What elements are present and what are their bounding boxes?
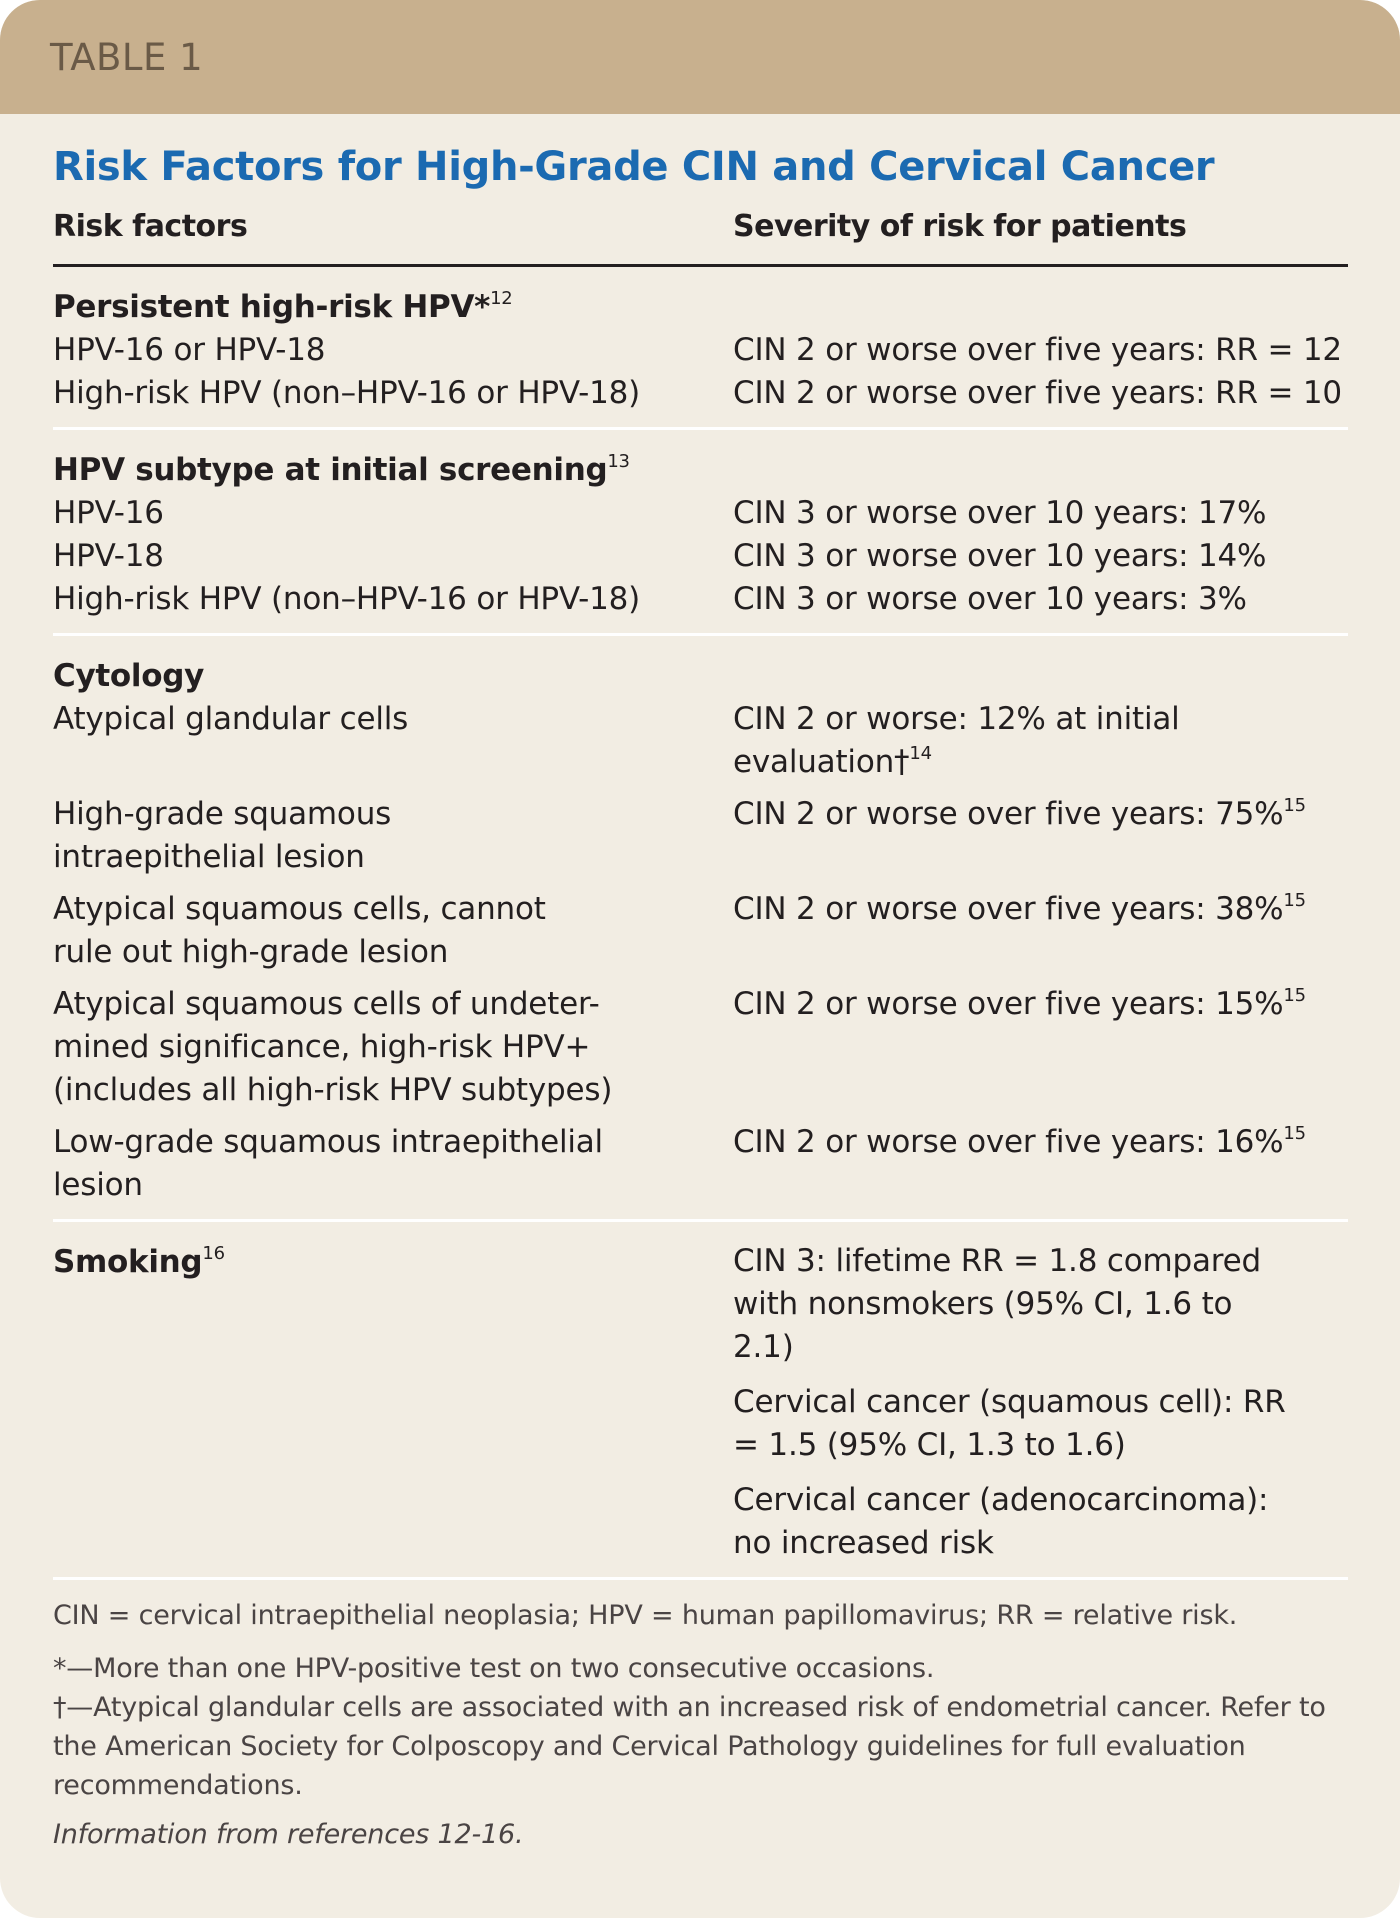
table-row xyxy=(53,888,1348,974)
section-smoking xyxy=(53,1222,1348,1580)
risk-factor-cell: Atypical squamous cells of undeter-mined significance, high-risk HPV+ (includes all high-risk HPV subtypes) xyxy=(53,986,613,1108)
risk-factor-cell: Atypical squamous cells, cannot rule out high-grade lesion xyxy=(53,891,546,970)
table-notes xyxy=(53,1596,1348,1854)
section-cytology xyxy=(53,636,1348,1222)
severity-cell: CIN 2 or worse over five years: RR = 12 xyxy=(733,332,1342,368)
severity-paragraph: CIN 3: lifetime RR = 1.8 compared with nonsmokers (95% CI, 1.6 to 2.1) xyxy=(733,1243,1261,1365)
section-title: Smoking xyxy=(53,1244,203,1280)
table-row xyxy=(53,983,1348,1112)
table-content xyxy=(53,114,1348,1854)
severity-cell: CIN 2 or worse over five years: 75%$^{15}$ xyxy=(733,795,1306,832)
footnote-dagger: †—Atypical glandular cells are associated with an increased risk of endometrial cancer. Refer to the American Society for Colposcopy and Cervical Pathology guidelines for full evaluation recommendations. xyxy=(53,1692,1326,1801)
table-row xyxy=(53,329,1348,372)
risk-factor-cell: Low-grade squamous intraepithelial lesion xyxy=(53,1124,603,1203)
reference-superscript: 15 xyxy=(1283,795,1306,816)
table-row xyxy=(53,372,1348,415)
section-title: Persistent high-risk HPV*$^{12}$ xyxy=(53,288,513,325)
reference-superscript: 16 xyxy=(202,1243,225,1264)
severity-cell: CIN 2 or worse over five years: 38%$^{15}$ xyxy=(733,890,1306,927)
severity-cell: CIN 2 or worse over five years: 15%$^{15}$ xyxy=(733,985,1306,1022)
column-header-severity: Severity of risk for patients xyxy=(733,209,1187,244)
section-hpv-subtype xyxy=(53,430,1348,636)
column-headers xyxy=(53,208,1348,267)
risk-factor-cell: High-risk HPV (non–HPV-16 or HPV-18) xyxy=(53,375,641,411)
table-number-label: TABLE 1 xyxy=(50,35,204,79)
severity-paragraph: Cervical cancer (squamous cell): RR = 1.5 (95% CI, 1.3 to 1.6) xyxy=(733,1384,1286,1463)
severity-paragraph: Cervical cancer (adenocarcinoma): no increased risk xyxy=(733,1482,1269,1561)
table-row xyxy=(53,1240,1348,1565)
severity-cell: CIN 3 or worse over 10 years: 3% xyxy=(733,581,1247,617)
table-row xyxy=(53,535,1348,578)
footnote-star: *—More than one HPV-positive test on two consecutive occasions. xyxy=(53,1653,935,1684)
table-title: Risk Factors for High-Grade CIN and Cervical Cancer xyxy=(53,144,1215,190)
column-header-risk-factors: Risk factors xyxy=(53,209,248,244)
source-note: Information from references 12-16. xyxy=(53,1819,524,1850)
severity-cell: CIN 3 or worse over 10 years: 17% xyxy=(733,495,1267,531)
reference-superscript: 13 xyxy=(607,451,630,472)
table-row xyxy=(53,698,1348,784)
severity-cell: CIN 2 or worse over five years: 16%$^{15}$ xyxy=(733,1123,1306,1160)
section-persistent-hpv xyxy=(53,267,1348,430)
table-row xyxy=(53,1121,1348,1207)
severity-cell: CIN 2 or worse over five years: RR = 10 xyxy=(733,375,1342,411)
section-title: HPV subtype at initial screening$^{13}$ xyxy=(53,451,630,488)
risk-factor-cell: Atypical glandular cells xyxy=(53,701,409,737)
risk-factor-cell: High-risk HPV (non–HPV-16 or HPV-18) xyxy=(53,581,641,617)
abbreviations-note: CIN = cervical intraepithelial neoplasia; HPV = human papillomavirus; RR = relative risk. xyxy=(53,1600,1238,1631)
severity-cell: CIN 2 or worse: 12% at initial evaluation†$^{14}$ xyxy=(733,701,1180,780)
reference-superscript: 15 xyxy=(1283,1123,1306,1144)
table-row xyxy=(53,793,1348,879)
reference-superscript: 15 xyxy=(1283,985,1306,1006)
severity-cell xyxy=(733,1240,1348,1565)
risk-factor-cell: High-grade squamous intraepithelial lesion xyxy=(53,796,392,875)
risk-factor-cell: HPV-16 xyxy=(53,495,164,531)
reference-superscript: 15 xyxy=(1283,890,1306,911)
section-title: Cytology xyxy=(53,658,204,694)
risk-factor-cell xyxy=(53,1240,733,1565)
risk-factor-cell: HPV-16 or HPV-18 xyxy=(53,332,326,368)
reference-superscript: 14 xyxy=(909,743,932,764)
severity-cell: CIN 3 or worse over 10 years: 14% xyxy=(733,538,1267,574)
table-row xyxy=(53,492,1348,535)
table-row xyxy=(53,578,1348,621)
table-banner xyxy=(0,0,1400,114)
reference-superscript: 12 xyxy=(490,288,513,309)
risk-factor-cell: HPV-18 xyxy=(53,538,164,574)
